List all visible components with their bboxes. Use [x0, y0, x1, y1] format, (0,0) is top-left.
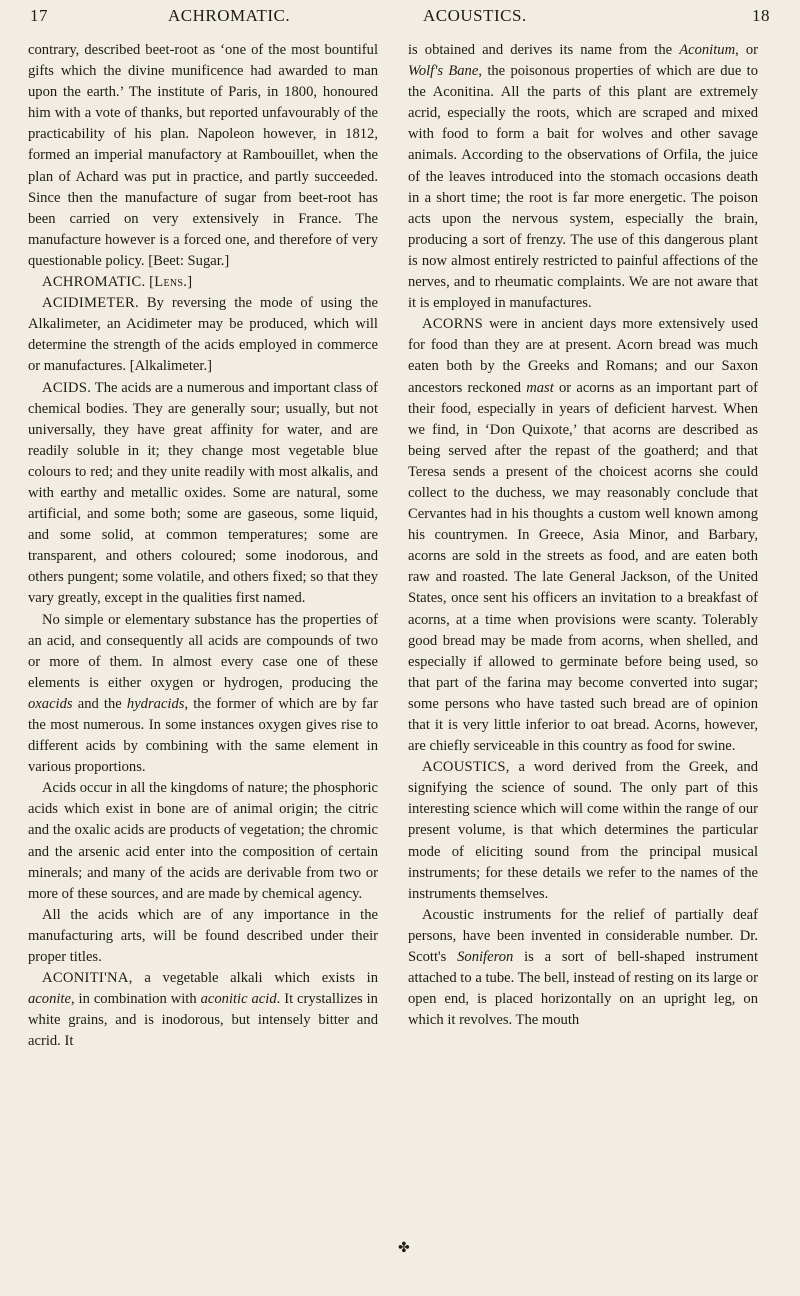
entry-head: ACOUSTICS,: [422, 759, 510, 776]
printers-ornament-icon: ✤: [398, 1241, 410, 1256]
right-column: [408, 40, 758, 1031]
left-column: [28, 40, 378, 1053]
acids-importance-paragraph: All the acids which are of any importance in the manufacturing arts, will be found described under their proper titles.: [28, 906, 378, 966]
entry-head: ACONITI'NA,: [42, 970, 133, 987]
entry-head: ACIDIMETER.: [42, 295, 139, 312]
acids-kingdoms-paragraph: Acids occur in all the kingdoms of nature; the phosphoric acids which exist in bone are of animal origin; the citric and the oxalic acids are products of vegetation; the chromic and the arsenic acid enter into the composition of certain minerals; and many of the acids are derivable from two or more of these sources, and are made by chemical agency.: [28, 780, 378, 902]
sugar-continuation: contrary, described beet-root as ‘one of the most bountiful gifts which the divine munificence had awarded to man upon the earth.’ The institute of Paris, in 1800, honoured him with a vote of thanks, but reported unfavourably of the practicability of his plan. Napoleon however, in 1812, formed an imperial manufactory at Rambouillet, when the plan of Achard was put in practice, and partly succeeded. Since then the manufacture of sugar from beet-root has been carried on very extensively in France. The manufacture however is a forced one, and therefore of very questionable policy. [Beet: Sugar.]: [28, 42, 378, 269]
entry-head: ACHROMATIC.: [42, 274, 146, 291]
entry-acids: ACIDS. The acids are a numerous and important class of chemical bodies. They are generally sour; usually, but not universally, they have great affinity for water, and are readily soluble in it; they change most vegetable blue colours to red; and they unite readily with most alkalis, and with earthy and metallic oxides. Some are natural, some artificial, and some both; some are gaseous, some liquid, and some solid, at common temperatures; some are transparent, and others coloured; some inodorous, and others pungent; some volatile, and others fixed; so that they vary greatly, except in the qualities first named.: [28, 379, 378, 607]
acids-elementary-paragraph: No simple or elementary substance has the properties of an acid, and consequently all acids are compounds of two or more of them. In almost every case one of these elements is either oxygen or hydrogen, producing the oxacids and the hydracids, the former of which are by far the most numerous. In some instances oxygen gives rise to different acids by combining with the same element in various proportions.: [28, 611, 378, 776]
entry-acoustics: ACOUSTICS, a word derived from the Greek, and signifying the science of sound. The only part of this interesting science which will come within the range of our present volume, is that which determines the particular mode of eliciting sound from the principal musical instruments; for these details we refer to the names of the instruments themselves.: [408, 759, 758, 902]
entry-aconitina: ACONITI'NA, a vegetable alkali which exists in aconite, in combination with aconitic acid. It crystallizes in white grains, and is inodorous, but intensely bitter and acrid. It: [28, 970, 378, 1050]
entry-head: ACIDS.: [42, 379, 92, 396]
cross-reference: [Lens.]: [149, 274, 193, 291]
entry-achromatic: [28, 272, 378, 293]
page-number-left: 17: [30, 6, 48, 25]
running-title-left: ACHROMATIC.: [168, 6, 291, 25]
acoustics-instruments-paragraph: Acoustic instruments for the relief of partially deaf persons, have been invented in considerable number. Dr. Scott's Soniferon is a sort of bell-shaped instrument attached to a tube. The bell, instead of resting on its large or open end, is placed horizontally on an upright leg, on which it revolves. The mouth: [408, 906, 758, 1029]
entry-head: ACORNS: [422, 316, 484, 333]
page-number-right: 18: [752, 6, 770, 25]
running-header: [30, 6, 770, 34]
running-title-right: ACOUSTICS.: [423, 6, 527, 25]
aconitina-continuation: is obtained and derives its name from the Aconitum, or Wolf's Bane, the poisonous properties of which are due to the Aconitina. All the parts of this plant are extremely acrid, especially the roots, which are scraped and mixed with food to form a bait for wolves and other savage animals. According to the observations of Orfila, the juice of the leaves introduced into the stomach occasions death in a short time; the root is far more energetic. The poison acts upon the nervous system, especially the brain, producing a sort of frenzy. The use of this dangerous plant is now almost entirely restricted to painful affections of the nerves, and to rheumatic complaints. We are not aware that it is employed in manufactures.: [408, 42, 758, 312]
entry-acidimeter: ACIDIMETER. By reversing the mode of using the Alkalimeter, an Acidimeter may be produced, which will determine the strength of the acids employed in commerce or manufactures. [Alkalimeter.]: [28, 295, 378, 375]
entry-acorns: ACORNS were in ancient days more extensively used for food than they are at present. Acorn bread was much eaten both by the Greeks and Romans; and our Saxon ancestors reckoned mast or acorns as an important part of their food, especially in years of deficient harvest. When we find, in ‘Don Quixote,’ that acorns are described as being served after the repast of the goatherd; and that Teresa sends a present of the choicest acorns she could collect to the duchess, we may reasonably conclude that Cervantes had in his thoughts a custom well known among his countrymen. In Greece, Asia Minor, and Barbary, acorns are sold in the streets as food, and are eaten both raw and roasted. The late General Jackson, of the United States, once sent his officers an invitation to a breakfast of acorns, at a time when provisions were scanty. Tolerably good bread may be made from acorns, when shelled, and especially if allowed to germinate before being used, so that part of the farina may become converted into sugar; some persons who have tasted such bread are of opinion that it is very little inferior to oat bread. Acorns, however, are chiefly serviceable in this country as food for swine.: [408, 316, 758, 755]
